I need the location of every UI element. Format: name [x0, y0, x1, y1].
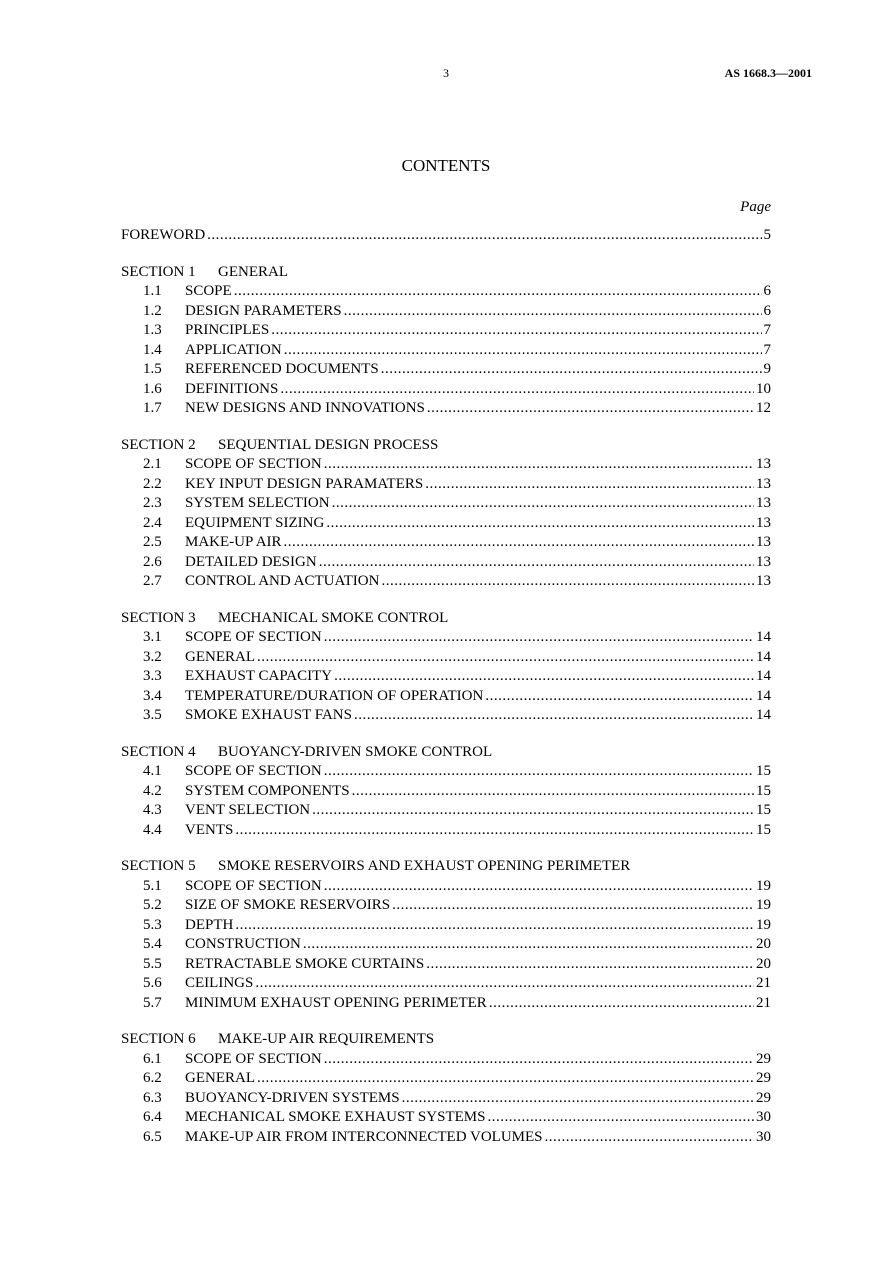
document-id: AS 1668.3—2001 [724, 66, 812, 80]
toc-entry[interactable] [121, 553, 771, 573]
toc-entry[interactable] [121, 762, 771, 782]
toc-entry-title: KEY INPUT DESIGN PARAMATERS [185, 475, 424, 492]
toc-entry-number: 2.5 [143, 534, 162, 550]
section-heading[interactable] [121, 857, 771, 877]
toc-entry-page: 29 [756, 1070, 771, 1086]
toc-entry-title: DETAILED DESIGN [185, 553, 317, 570]
section-label: SECTION 4 [121, 743, 196, 760]
toc-entry-title: DEFINITIONS [185, 380, 279, 397]
section-heading[interactable] [121, 743, 771, 763]
dot-leader [381, 360, 762, 380]
toc-section [121, 857, 771, 1013]
toc-sections [121, 263, 771, 1148]
section-title: BUOYANCY-DRIVEN SMOKE CONTROL [218, 743, 493, 760]
toc-section [121, 609, 771, 726]
toc-entry-page: 13 [756, 514, 771, 531]
toc-section [121, 1030, 771, 1147]
toc-entry-page: 21 [756, 994, 771, 1011]
toc-entry-page: 14 [756, 629, 771, 645]
toc-entry-number: 5.7 [143, 994, 162, 1011]
section-title: SEQUENTIAL DESIGN PROCESS [218, 436, 439, 453]
dot-leader [324, 1050, 754, 1070]
toc-entry-number: 1.7 [143, 400, 162, 416]
toc-entry-number: 5.3 [143, 916, 162, 933]
dot-leader [352, 782, 754, 802]
toc-entry-title: CONSTRUCTION [185, 936, 301, 952]
toc-entry-page: 5 [763, 227, 771, 243]
page-title: CONTENTS [401, 156, 491, 175]
toc-entry[interactable] [121, 282, 771, 302]
dot-leader [545, 1128, 754, 1148]
dot-leader [284, 533, 754, 553]
toc-entry-page: 13 [756, 456, 771, 472]
toc-entry-title: PRINCIPLES [185, 322, 270, 338]
toc-entry-page: 19 [756, 897, 771, 913]
toc-entry[interactable] [121, 896, 771, 916]
dot-leader [426, 955, 754, 975]
toc-entry-number: 3.4 [143, 687, 162, 704]
toc-entry-title: NEW DESIGNS AND INNOVATIONS [185, 400, 425, 416]
toc-entry[interactable] [121, 302, 771, 322]
toc-entry-number: 6.3 [143, 1089, 162, 1106]
section-heading[interactable] [121, 609, 771, 629]
toc-entry-title: DESIGN PARAMETERS [185, 302, 342, 319]
toc-entry-number: 1.6 [143, 380, 162, 397]
toc-entry-page: 15 [756, 802, 771, 818]
dot-leader [303, 935, 754, 955]
toc-entry-page: 12 [756, 400, 771, 416]
toc-entry-number: 6.1 [143, 1050, 162, 1067]
toc-entry-page: 14 [756, 687, 771, 704]
toc-entry[interactable] [121, 628, 771, 648]
toc-entry-number: 2.6 [143, 553, 162, 570]
section-label: SECTION 3 [121, 609, 196, 626]
toc-entry-title: VENT SELECTION [185, 802, 311, 818]
toc-entry-page: 13 [756, 495, 771, 511]
toc-entry[interactable] [121, 341, 771, 361]
toc-entry[interactable] [121, 572, 771, 592]
toc-entry[interactable] [121, 706, 771, 726]
dot-leader [402, 1089, 754, 1109]
toc-entry-page: 29 [756, 1050, 771, 1067]
toc-entry-number: 6.4 [143, 1109, 162, 1125]
toc-entry-page: 29 [756, 1089, 771, 1106]
dot-leader [324, 877, 754, 897]
toc-entry[interactable] [121, 1089, 771, 1109]
toc-entry[interactable] [121, 687, 771, 707]
section-heading[interactable] [121, 1030, 771, 1050]
toc-entry-page: 19 [756, 877, 771, 894]
toc-entry-title: MINIMUM EXHAUST OPENING PERIMETER [185, 994, 487, 1011]
toc-entry-title: REFERENCED DOCUMENTS [185, 361, 379, 377]
toc-entry-number: 1.4 [143, 341, 162, 358]
toc-entry-title: CEILINGS [185, 975, 254, 991]
toc-entry[interactable] [121, 321, 771, 341]
toc-entry-title: GENERAL [185, 648, 255, 665]
toc-entry[interactable] [121, 1069, 771, 1089]
dot-leader [257, 1069, 754, 1089]
page-number: 3 [443, 66, 449, 80]
section-label: SECTION 5 [121, 858, 196, 874]
section-title: MECHANICAL SMOKE CONTROL [218, 609, 449, 626]
toc-entry[interactable] [121, 821, 771, 841]
toc-entry-title: MAKE-UP AIR [185, 534, 282, 550]
toc-entry-page: 30 [756, 1128, 771, 1145]
toc-entry-title: SYSTEM SELECTION [185, 495, 330, 511]
dot-leader [284, 341, 762, 361]
dot-leader [344, 302, 762, 322]
toc-entry-number: 6.2 [143, 1070, 162, 1086]
toc-entry-title: EQUIPMENT SIZING [185, 514, 325, 531]
dot-leader [324, 628, 754, 648]
toc-entry-title: SIZE OF SMOKE RESERVOIRS [185, 897, 391, 913]
toc-entry-number: 3.1 [143, 629, 162, 645]
toc-entry-page: 15 [756, 821, 771, 838]
toc-entry-title: CONTROL AND ACTUATION [185, 573, 380, 589]
toc-entry-title: SMOKE EXHAUST FANS [185, 707, 352, 723]
toc-entry-title: SCOPE [185, 283, 232, 299]
dot-leader [354, 706, 754, 726]
toc-entry-title: SYSTEM COMPONENTS [185, 782, 350, 799]
table-of-contents [121, 226, 771, 1164]
toc-entry-page: 13 [756, 553, 771, 570]
toc-entry-title: DEPTH [185, 916, 234, 933]
toc-entry-number: 2.1 [143, 456, 162, 472]
toc-entry-page: 14 [756, 668, 771, 684]
page-column-label: Page [740, 199, 771, 215]
toc-entry-page: 6 [763, 283, 771, 299]
dot-leader [381, 572, 754, 592]
toc-entry[interactable] [121, 916, 771, 936]
toc-entry[interactable] [121, 380, 771, 400]
toc-entry[interactable] [121, 360, 771, 380]
dot-leader [312, 801, 754, 821]
dot-leader [324, 455, 754, 475]
toc-entry[interactable] [121, 877, 771, 897]
toc-entry-number: 2.3 [143, 495, 162, 511]
toc-entry-title: SCOPE OF SECTION [185, 629, 322, 645]
toc-entry-number: 1.3 [143, 322, 162, 338]
toc-entry-page: 13 [756, 475, 771, 492]
toc-entry-title: SCOPE OF SECTION [185, 763, 322, 779]
dot-leader [255, 974, 754, 994]
toc-entry-number: 4.4 [143, 821, 162, 838]
toc-entry-page: 9 [763, 361, 771, 377]
toc-entry[interactable] [121, 455, 771, 475]
toc-entry[interactable] [121, 1108, 771, 1128]
toc-entry-number: 6.5 [143, 1128, 162, 1145]
toc-entry-title: APPLICATION [185, 341, 282, 358]
toc-entry[interactable] [121, 667, 771, 687]
toc-section [121, 743, 771, 841]
toc-entry[interactable] [121, 1128, 771, 1148]
toc-entry-title: MECHANICAL SMOKE EXHAUST SYSTEMS [185, 1109, 486, 1125]
dot-leader [324, 762, 754, 782]
toc-entry-number: 4.3 [143, 802, 162, 818]
toc-entry-title: BUOYANCY-DRIVEN SYSTEMS [185, 1089, 400, 1106]
toc-entry[interactable] [121, 782, 771, 802]
toc-entry-title: EXHAUST CAPACITY [185, 668, 333, 684]
toc-entry-foreword[interactable] [121, 226, 771, 246]
toc-section [121, 436, 771, 592]
toc-entry-number: 4.2 [143, 782, 162, 799]
toc-entry-number: 1.2 [143, 302, 162, 319]
dot-leader [427, 399, 754, 419]
toc-entry-title: MAKE-UP AIR FROM INTERCONNECTED VOLUMES [185, 1128, 543, 1145]
toc-entry[interactable] [121, 801, 771, 821]
dot-leader [319, 553, 754, 573]
toc-entry-number: 3.3 [143, 668, 162, 684]
dot-leader [280, 380, 754, 400]
dot-leader [207, 226, 761, 246]
toc-entry-title: TEMPERATURE/DURATION OF OPERATION [185, 687, 484, 704]
toc-entry-number: 4.1 [143, 763, 162, 779]
toc-entry[interactable] [121, 974, 771, 994]
toc-entry-page: 15 [756, 763, 771, 779]
dot-leader [489, 994, 754, 1014]
section-label: SECTION 6 [121, 1031, 196, 1047]
toc-entry-number: 2.7 [143, 573, 162, 589]
section-label: SECTION 1 [121, 263, 196, 280]
toc-entry-number: 5.5 [143, 955, 162, 972]
toc-entry-number: 5.6 [143, 975, 162, 991]
toc-entry-number: 1.5 [143, 361, 162, 377]
toc-entry[interactable] [121, 399, 771, 419]
toc-entry-page: 7 [763, 322, 771, 338]
toc-entry-number: 5.4 [143, 936, 162, 952]
section-title: GENERAL [218, 263, 288, 280]
toc-entry-number: 3.2 [143, 648, 162, 665]
toc-entry-page: 19 [756, 916, 771, 933]
toc-entry[interactable] [121, 475, 771, 495]
toc-entry-number: 5.2 [143, 897, 162, 913]
toc-entry[interactable] [121, 514, 771, 534]
toc-entry[interactable] [121, 1050, 771, 1070]
dot-leader [334, 667, 754, 687]
toc-entry-page: 20 [756, 936, 771, 952]
section-title: SMOKE RESERVOIRS AND EXHAUST OPENING PERIMETER [218, 858, 631, 874]
section-heading[interactable] [121, 263, 771, 283]
dot-leader [392, 896, 754, 916]
dot-leader [487, 1108, 754, 1128]
dot-leader [234, 282, 762, 302]
dot-leader [271, 321, 761, 341]
toc-entry-number: 2.2 [143, 475, 162, 492]
toc-entry-number: 2.4 [143, 514, 162, 531]
toc-entry-title: SCOPE OF SECTION [185, 1050, 322, 1067]
toc-entry-title: GENERAL [185, 1070, 255, 1086]
toc-entry[interactable] [121, 994, 771, 1014]
toc-entry-title: SCOPE OF SECTION [185, 877, 322, 894]
section-heading[interactable] [121, 436, 771, 456]
toc-entry-page: 14 [756, 707, 771, 723]
dot-leader [485, 687, 754, 707]
toc-entry-page: 6 [763, 302, 771, 319]
dot-leader [235, 821, 754, 841]
toc-entry[interactable] [121, 494, 771, 514]
toc-entry-title: SCOPE OF SECTION [185, 456, 322, 472]
dot-leader [332, 494, 754, 514]
toc-entry[interactable] [121, 533, 771, 553]
toc-entry[interactable] [121, 648, 771, 668]
dot-leader [425, 475, 754, 495]
toc-entry-page: 10 [756, 380, 771, 397]
toc-entry-page: 13 [756, 573, 771, 589]
dot-leader [257, 648, 754, 668]
toc-entry-title: RETRACTABLE SMOKE CURTAINS [185, 955, 425, 972]
toc-entry[interactable] [121, 935, 771, 955]
dot-leader [235, 916, 754, 936]
toc-entry-page: 20 [756, 955, 771, 972]
toc-entry-page: 13 [756, 534, 771, 550]
toc-entry-number: 3.5 [143, 707, 162, 723]
section-title: MAKE-UP AIR REQUIREMENTS [218, 1031, 435, 1047]
toc-entry-page: 15 [756, 782, 771, 799]
toc-entry-page: 14 [756, 648, 771, 665]
section-label: SECTION 2 [121, 436, 196, 453]
toc-entry-number: 5.1 [143, 877, 162, 894]
dot-leader [326, 514, 754, 534]
toc-section [121, 263, 771, 419]
toc-entry-page: 7 [763, 341, 771, 358]
toc-entry-title: FOREWORD [121, 227, 206, 243]
toc-entry[interactable] [121, 955, 771, 975]
toc-entry-number: 1.1 [143, 283, 162, 299]
toc-entry-title: VENTS [185, 821, 234, 838]
toc-entry-page: 30 [756, 1109, 771, 1125]
toc-entry-page: 21 [756, 975, 771, 991]
